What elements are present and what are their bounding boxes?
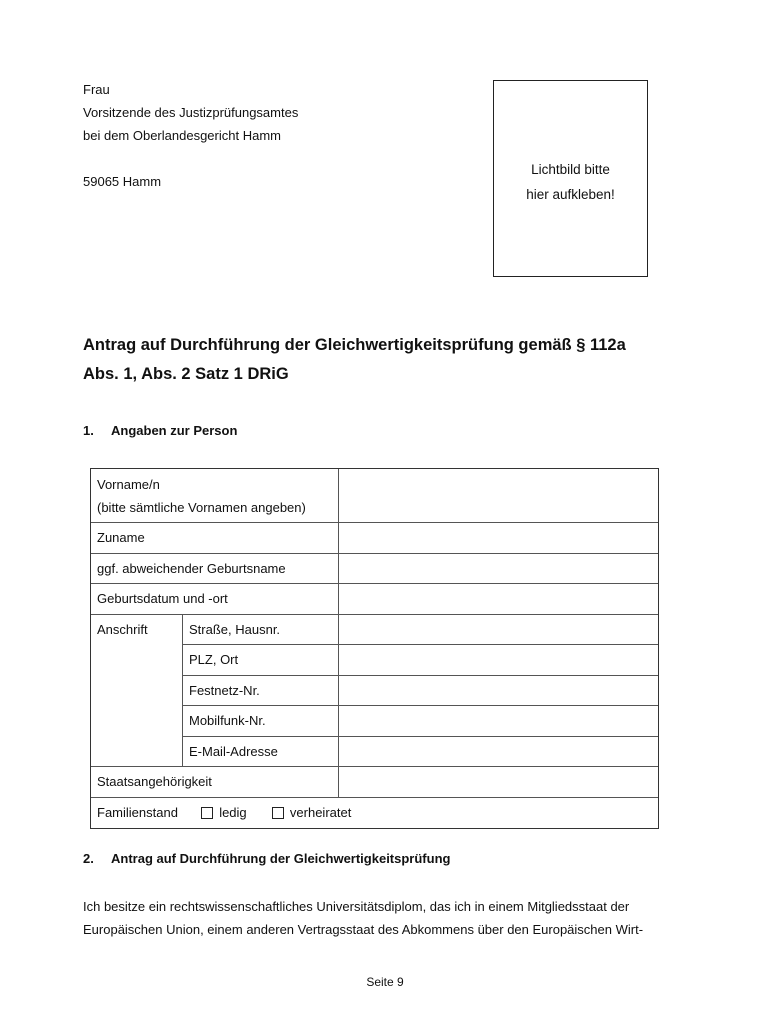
input-geburtsdatum[interactable] — [339, 584, 659, 614]
label-anschrift: Anschrift — [97, 622, 148, 637]
label-plz-ort: PLZ, Ort — [189, 652, 239, 667]
section-1-number: 1. — [83, 423, 94, 438]
input-zuname[interactable] — [339, 523, 659, 553]
input-mobilfunk[interactable] — [339, 706, 659, 736]
input-strasse[interactable] — [339, 615, 659, 644]
label-geburtsname: ggf. abweichender Geburtsname — [97, 561, 286, 576]
page-number: Seite 9 — [366, 975, 404, 989]
section-2-number: 2. — [83, 851, 94, 866]
address-salutation: Frau — [83, 82, 110, 97]
section-1-heading — [83, 423, 237, 438]
label-zuname: Zuname — [97, 530, 145, 545]
label-festnetz: Festnetz-Nr. — [189, 683, 260, 698]
input-festnetz[interactable] — [339, 676, 659, 705]
input-email[interactable] — [339, 737, 659, 766]
title-line-1: Antrag auf Durchführung der Gleichwertigkeitsprüfung gemäß § 112a — [83, 336, 626, 354]
input-plz-ort[interactable] — [339, 645, 659, 675]
address-court: bei dem Oberlandesgericht Hamm — [83, 128, 281, 143]
label-email: E-Mail-Adresse — [189, 744, 278, 759]
input-staatsangehoerigkeit[interactable] — [339, 767, 659, 797]
section-1-title: Angaben zur Person — [111, 423, 238, 438]
input-vorname[interactable] — [339, 469, 659, 522]
label-familienstand: Familienstand — [97, 805, 178, 820]
label-verheiratet: verheiratet — [289, 805, 352, 820]
section-2-title: Antrag auf Durchführung der Gleichwertigkeitsprüfung — [111, 851, 451, 866]
paragraph-line-1: Ich besitze ein rechtswissenschaftliches Universitätsdiplom, das ich in einem Mitgliedsstaat der — [83, 899, 630, 914]
label-staatsangehoerigkeit: Staatsangehörigkeit — [97, 774, 212, 789]
photo-box-text-2: hier aufkleben! — [526, 187, 615, 202]
label-geburtsdatum: Geburtsdatum und -ort — [97, 591, 228, 606]
personal-data-form — [90, 468, 659, 829]
label-vorname-hint: (bitte sämtliche Vornamen angeben) — [97, 500, 306, 515]
photo-placeholder-box[interactable] — [493, 80, 648, 277]
document-title — [83, 331, 703, 389]
title-line-2: Abs. 1, Abs. 2 Satz 1 DRiG — [83, 365, 289, 383]
address-city: 59065 Hamm — [83, 174, 162, 189]
section-2-heading — [83, 851, 450, 866]
input-geburtsname[interactable] — [339, 554, 659, 583]
familienstand-row — [97, 801, 351, 824]
body-paragraph — [83, 895, 693, 941]
paragraph-line-2: Europäischen Union, einem anderen Vertragsstaat des Abkommens über den Europäischen Wirt- — [83, 922, 644, 937]
photo-box-text-1: Lichtbild bitte — [531, 162, 610, 177]
checkbox-verheiratet[interactable] — [272, 807, 284, 819]
label-mobilfunk: Mobilfunk-Nr. — [189, 713, 266, 728]
address-office: Vorsitzende des Justizprüfungsamtes — [83, 105, 299, 120]
label-vorname: Vorname/n — [97, 477, 160, 492]
recipient-address — [83, 78, 298, 193]
label-ledig: ledig — [219, 805, 247, 820]
label-strasse: Straße, Hausnr. — [189, 622, 281, 637]
checkbox-ledig[interactable] — [201, 807, 213, 819]
